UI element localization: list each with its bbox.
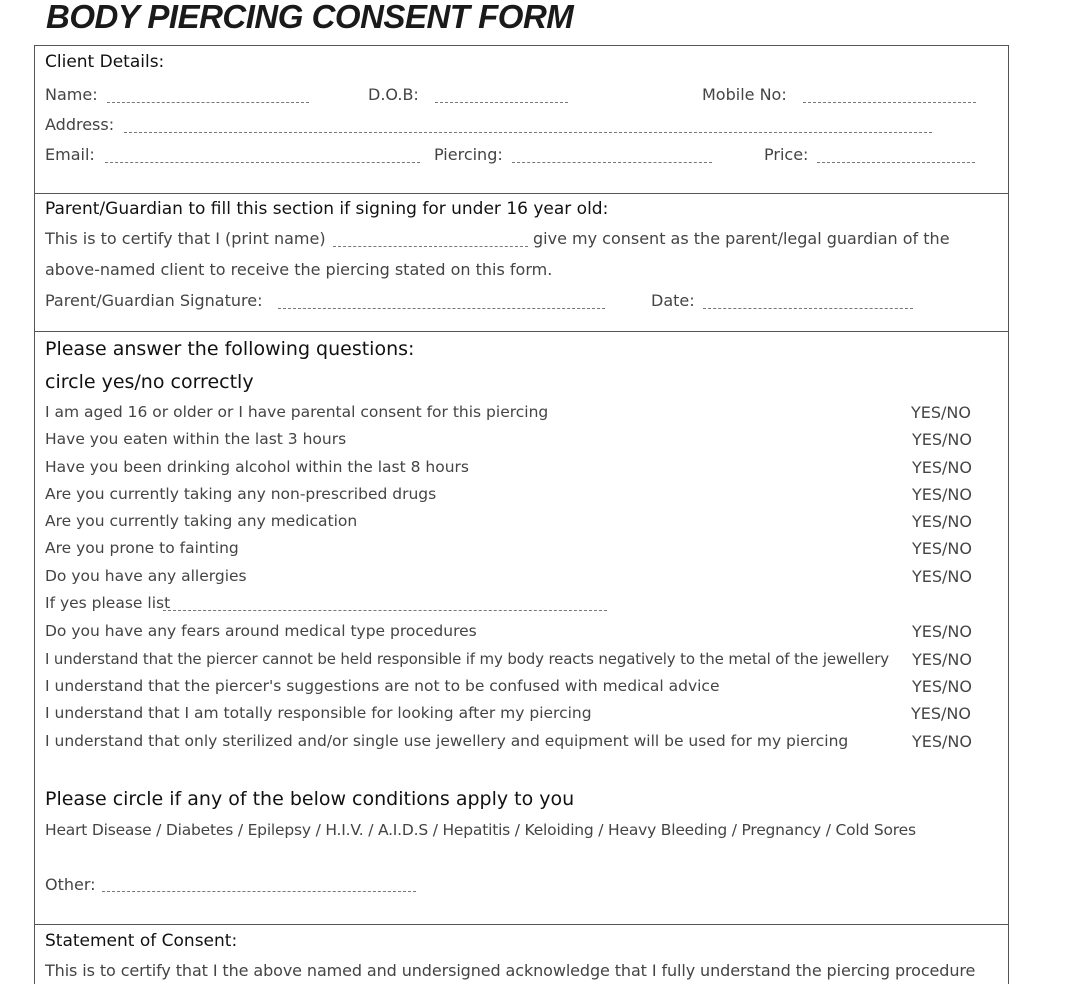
question-item: Have you been drinking alcohol within the last 8 hours <box>45 458 469 476</box>
yes-no-option[interactable]: YES/NO <box>912 458 972 477</box>
name-field[interactable] <box>107 102 309 103</box>
guardian-date-label: Date: <box>651 291 695 310</box>
price-label: Price: <box>764 145 809 164</box>
guardian-print-name-field[interactable] <box>333 246 528 247</box>
yes-no-option[interactable]: YES/NO <box>912 732 972 751</box>
email-label: Email: <box>45 145 95 164</box>
consent-section <box>34 924 1009 984</box>
mobile-label: Mobile No: <box>702 85 787 104</box>
conditions-heading: Please circle if any of the below conditions apply to you <box>45 788 575 810</box>
question-item: I am aged 16 or older or I have parental consent for this piercing <box>45 403 549 421</box>
yes-no-option[interactable]: YES/NO <box>911 403 971 422</box>
allergies-list-field[interactable] <box>163 610 607 611</box>
guardian-certify-start: This is to certify that I (print name) <box>45 229 326 248</box>
questions-heading: Please answer the following questions: <box>45 338 415 360</box>
yes-no-option[interactable]: YES/NO <box>912 512 972 531</box>
allergies-list-label: If yes please list <box>45 594 171 612</box>
dob-label: D.O.B: <box>368 85 419 104</box>
yes-no-option[interactable]: YES/NO <box>912 485 972 504</box>
client-details-section <box>34 45 1009 194</box>
dob-field[interactable] <box>435 102 568 103</box>
yes-no-option[interactable]: YES/NO <box>912 677 972 696</box>
question-item: I understand that the piercer cannot be held responsible if my body reacts negatively to the metal of the jewellery <box>45 650 889 668</box>
question-item: Do you have any allergies <box>45 567 247 585</box>
yes-no-option[interactable]: YES/NO <box>912 650 972 669</box>
question-item: I understand that only sterilized and/or single use jewellery and equipment will be used for my piercing <box>45 732 849 750</box>
question-item: Are you prone to fainting <box>45 539 239 557</box>
guardian-date-field[interactable] <box>703 308 913 309</box>
guardian-certify-end: give my consent as the parent/legal guardian of the <box>533 229 950 248</box>
mobile-field[interactable] <box>803 102 976 103</box>
other-field[interactable] <box>102 891 416 892</box>
address-field[interactable] <box>124 132 932 133</box>
question-item: I understand that I am totally responsible for looking after my piercing <box>45 704 592 722</box>
name-label: Name: <box>45 85 98 104</box>
guardian-heading: Parent/Guardian to fill this section if signing for under 16 year old: <box>45 199 609 219</box>
yes-no-option[interactable]: YES/NO <box>912 430 972 449</box>
yes-no-option[interactable]: YES/NO <box>912 567 972 586</box>
price-field[interactable] <box>817 162 975 163</box>
guardian-signature-field[interactable] <box>278 308 605 309</box>
email-field[interactable] <box>105 162 420 163</box>
question-item: Are you currently taking any medication <box>45 512 358 530</box>
question-item: Have you eaten within the last 3 hours <box>45 430 347 448</box>
piercing-label: Piercing: <box>434 145 503 164</box>
question-item: Are you currently taking any non-prescribed drugs <box>45 485 437 503</box>
question-item: I understand that the piercer's suggestions are not to be confused with medical advice <box>45 677 720 695</box>
consent-heading: Statement of Consent: <box>45 931 238 951</box>
other-label: Other: <box>45 875 96 894</box>
guardian-certify-line2: above-named client to receive the piercing stated on this form. <box>45 260 553 279</box>
yes-no-option[interactable]: YES/NO <box>912 539 972 558</box>
question-item: Do you have any fears around medical type procedures <box>45 622 477 640</box>
address-label: Address: <box>45 115 115 134</box>
guardian-signature-label: Parent/Guardian Signature: <box>45 291 263 310</box>
questions-section <box>34 331 1009 925</box>
yes-no-option[interactable]: YES/NO <box>912 622 972 641</box>
client-details-heading: Client Details: <box>45 52 165 72</box>
questions-subheading: circle yes/no correctly <box>45 371 254 393</box>
piercing-field[interactable] <box>512 162 712 163</box>
form-title: BODY PIERCING CONSENT FORM <box>46 0 574 35</box>
consent-text: This is to certify that I the above named and undersigned acknowledge that I fully understand the piercing procedure <box>45 961 976 980</box>
yes-no-option[interactable]: YES/NO <box>911 704 971 723</box>
conditions-list[interactable]: Heart Disease / Diabetes / Epilepsy / H.I.V. / A.I.D.S / Hepatitis / Keloiding / Heavy Bleeding / Pregnancy / Cold Sores <box>45 821 916 839</box>
guardian-section <box>34 193 1009 332</box>
